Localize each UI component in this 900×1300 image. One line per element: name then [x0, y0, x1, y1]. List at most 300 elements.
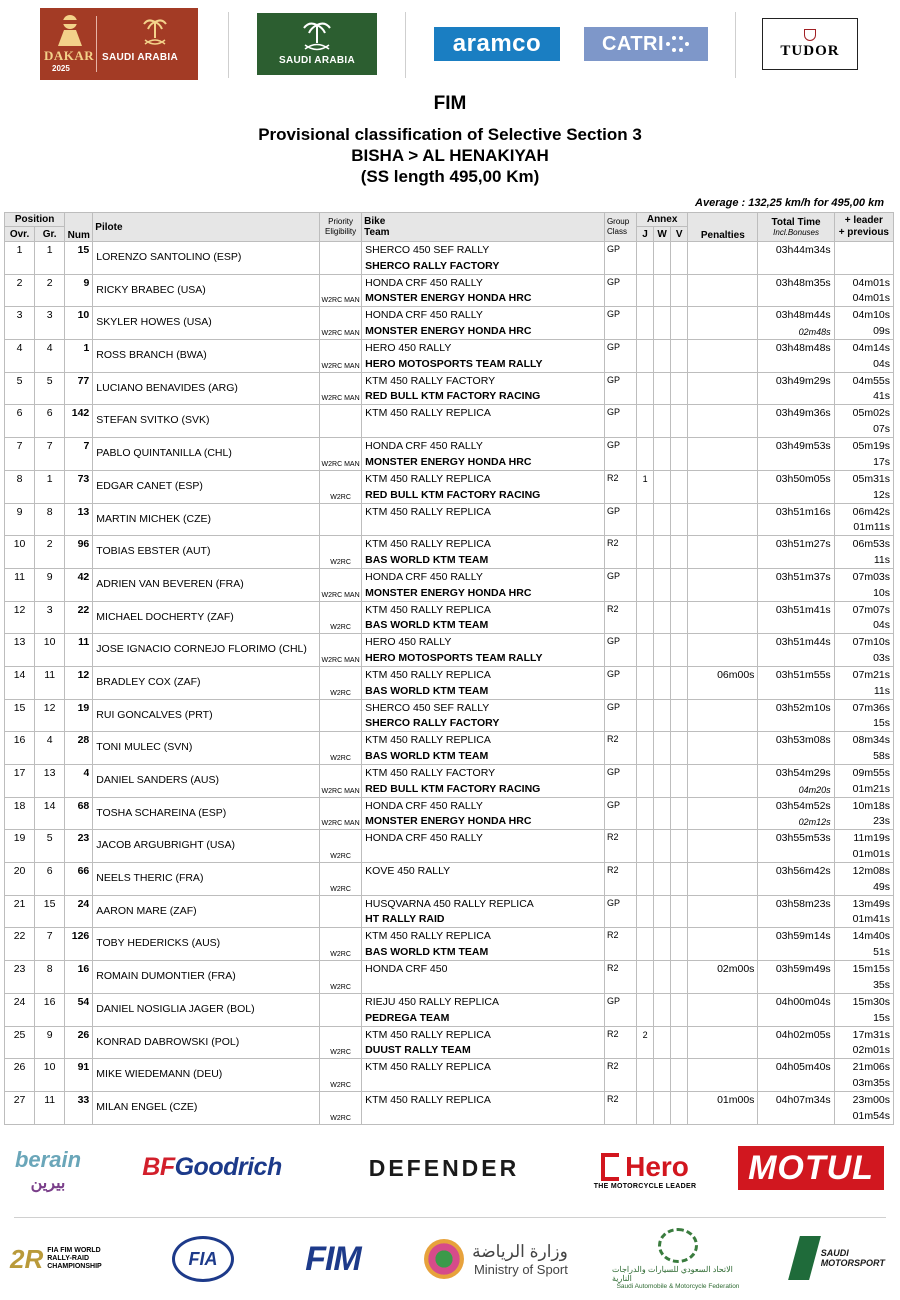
ovr-value: 16: [13, 734, 26, 747]
penalties-cell: [688, 601, 758, 634]
bike-team-cell: [362, 961, 605, 994]
annex-j-cell: [637, 1091, 654, 1124]
gap-cell: [834, 601, 893, 634]
gap-cell: [834, 1026, 893, 1059]
bike-value: KTM 450 RALLY REPLICA: [365, 538, 491, 551]
total-time-cell: [758, 797, 834, 830]
priority-value: W2RC: [330, 755, 351, 762]
penalties-cell: [688, 470, 758, 503]
pilote-cell: [93, 1026, 320, 1059]
group-value: GP: [606, 505, 620, 516]
priority-value: W2RC MAN: [321, 395, 360, 403]
gap-leader-value: 13m49s: [852, 897, 890, 910]
ovr-cell: [5, 699, 35, 732]
priority-value: W2RC MAN: [321, 591, 360, 599]
pilote-value: STEFAN SVITKO (SVK): [96, 414, 210, 427]
ovr-value: 4: [16, 342, 23, 355]
total-time-value: 03h56m42s: [775, 865, 831, 878]
gap-cell: [834, 568, 893, 601]
penalties-cell: [688, 438, 758, 471]
priority-cell: [320, 895, 362, 928]
group-cell: [604, 372, 636, 405]
annex-j-cell: [637, 634, 654, 667]
num-value: 33: [77, 1093, 90, 1106]
berain-arabic-label: بيرين: [30, 1175, 66, 1192]
gr-value: 4: [46, 734, 53, 747]
bike-value: KOVE 450 RALLY: [365, 865, 451, 878]
bike-value: HONDA CRF 450 RALLY: [365, 276, 483, 289]
annex-w-cell: [654, 503, 671, 536]
penalties-cell: [688, 993, 758, 1026]
gr-cell: [35, 307, 65, 340]
annex-v-cell: [671, 503, 688, 536]
bike-team-cell: [362, 765, 605, 798]
ovr-cell: [5, 765, 35, 798]
ovr-value: 17: [13, 767, 26, 779]
ovr-cell: [5, 503, 35, 536]
priority-cell: [320, 830, 362, 863]
priority-cell: [320, 568, 362, 601]
gap-previous-value: 03s: [873, 651, 890, 664]
annex-w-header: W: [654, 227, 671, 242]
group-cell: [604, 1091, 636, 1124]
gap-leader-value: 05m31s: [852, 472, 890, 485]
gap-cell: [834, 699, 893, 732]
num-cell: [65, 961, 93, 994]
annex-j-cell: [637, 438, 654, 471]
berain-logo: [8, 1134, 88, 1206]
table-row: [5, 1091, 894, 1124]
num-value: 19: [77, 701, 90, 714]
total-time-value: 03h52m10s: [775, 701, 831, 714]
gap-previous-value: 07s: [873, 423, 890, 436]
priority-cell: [320, 797, 362, 830]
gr-cell: [35, 568, 65, 601]
group-value: R2: [606, 734, 619, 745]
gap-leader-value: 07m21s: [852, 668, 890, 681]
group-value: GP: [606, 440, 620, 451]
team-value: MONSTER ENERGY HONDA HRC: [365, 325, 532, 338]
annex-j-cell: [637, 1059, 654, 1092]
group-cell: [604, 536, 636, 569]
team-value: PEDREGA TEAM: [365, 1011, 450, 1024]
tudor-logo: [762, 18, 858, 70]
annex-w-cell: [654, 961, 671, 994]
priority-value: W2RC MAN: [321, 460, 360, 468]
palm-swords-icon: [142, 16, 168, 48]
annex-v-cell: [671, 765, 688, 798]
annex-j-cell: [637, 666, 654, 699]
gap-previous-value: 17s: [873, 455, 890, 468]
group-label: Group: [606, 217, 630, 226]
bike-team-cell: [362, 797, 605, 830]
hero-logo: [590, 1142, 700, 1198]
gr-cell: [35, 895, 65, 928]
team-value: MONSTER ENERGY HONDA HRC: [365, 815, 532, 828]
num-cell: [65, 503, 93, 536]
total-time-cell: [758, 274, 834, 307]
footer-divider: [14, 1217, 886, 1218]
annex-w-cell: [654, 438, 671, 471]
pilote-value: ROSS BRANCH (BWA): [96, 349, 207, 362]
priority-value: W2RC: [330, 853, 351, 861]
bike-value: HONDA CRF 450 RALLY: [365, 799, 483, 812]
gap-previous-value: 51s: [873, 946, 890, 959]
logo-divider: [228, 12, 229, 78]
pilote-value: JACOB ARGUBRIGHT (USA): [96, 839, 235, 852]
pilote-cell: [93, 372, 320, 405]
bike-value: HONDA CRF 450 RALLY: [365, 832, 483, 845]
num-cell: [65, 568, 93, 601]
gap-leader-value: 08m34s: [852, 734, 890, 747]
gr-cell: [35, 765, 65, 798]
group-value: GP: [606, 636, 620, 647]
annex-j-cell: [637, 797, 654, 830]
table-row: [5, 961, 894, 994]
plus-previous-label: + previous: [838, 227, 889, 238]
group-value: GP: [606, 668, 620, 679]
group-cell: [604, 568, 636, 601]
ovr-cell: [5, 634, 35, 667]
group-value: GP: [606, 342, 620, 353]
header-logo-bar: [0, 8, 900, 82]
ovr-value: 19: [13, 832, 26, 845]
num-cell: [65, 405, 93, 438]
bike-team-cell: [362, 340, 605, 373]
table-row: [5, 568, 894, 601]
ovr-cell: [5, 863, 35, 896]
ovr-cell: [5, 438, 35, 471]
gr-value: 1: [46, 472, 53, 485]
bike-team-header: [362, 213, 605, 242]
gr-value: 5: [46, 374, 53, 387]
penalties-cell: [688, 863, 758, 896]
table-row: [5, 242, 894, 275]
total-time-cell: [758, 372, 834, 405]
gap-previous-value: 09s: [873, 325, 890, 338]
group-cell: [604, 1026, 636, 1059]
gr-value: 10: [43, 636, 56, 649]
bike-team-cell: [362, 732, 605, 765]
num-cell: [65, 732, 93, 765]
gr-value: 10: [43, 1061, 56, 1074]
bike-value: HONDA CRF 450: [365, 963, 448, 976]
bike-label: Bike: [364, 216, 386, 227]
pilote-value: TOBY HEDERICKS (AUS): [96, 937, 221, 950]
num-value: 142: [71, 407, 90, 420]
priority-value: W2RC MAN: [321, 820, 360, 828]
bike-value: KTM 450 RALLY REPLICA: [365, 1093, 491, 1106]
bike-value: KTM 450 RALLY REPLICA: [365, 407, 491, 420]
annex-v-cell: [671, 1026, 688, 1059]
penalties-cell: [688, 1091, 758, 1124]
num-cell: [65, 1091, 93, 1124]
classification-table: [4, 212, 894, 1125]
pilote-value: LUCIANO BENAVIDES (ARG): [96, 381, 238, 394]
annex-j-cell: [637, 863, 654, 896]
average-speed: Average : 132,25 km/h for 495,00 km: [695, 197, 884, 209]
pilote-cell: [93, 503, 320, 536]
bike-team-cell: [362, 1059, 605, 1092]
num-cell: [65, 372, 93, 405]
bike-team-cell: [362, 830, 605, 863]
table-row: [5, 928, 894, 961]
gap-leader-value: 15m15s: [852, 963, 890, 976]
total-time-value: 03h51m27s: [775, 538, 831, 551]
ovr-value: 15: [13, 701, 26, 714]
penalties-cell: [688, 699, 758, 732]
gr-value: 2: [46, 276, 53, 289]
team-value: DUUST RALLY TEAM: [365, 1044, 471, 1057]
bike-value: HERO 450 RALLY: [365, 636, 452, 649]
penalties-value: 06m00s: [717, 668, 755, 681]
total-time-cell: [758, 242, 834, 275]
pilote-value: JOSE IGNACIO CORNEJO FLORIMO (CHL): [96, 643, 307, 656]
ovr-value: 24: [13, 995, 26, 1008]
annex-w-cell: [654, 666, 671, 699]
ministry-flower-icon: [424, 1239, 464, 1279]
annex-v-cell: [671, 536, 688, 569]
bike-value: KTM 450 RALLY REPLICA: [365, 603, 491, 616]
pilote-cell: [93, 993, 320, 1026]
ministry-arabic-label: وزارة الرياضة: [472, 1241, 568, 1261]
num-cell: [65, 307, 93, 340]
team-value: RED BULL KTM FACTORY RACING: [365, 488, 541, 501]
total-time-value: 03h48m44s: [775, 309, 831, 322]
saudi-motorsport-mark-icon: [788, 1236, 820, 1280]
priority-cell: [320, 961, 362, 994]
num-value: 91: [77, 1061, 90, 1074]
gr-value: 6: [46, 865, 53, 878]
gap-cell: [834, 307, 893, 340]
group-value: R2: [606, 538, 619, 549]
priority-value: W2RC: [330, 558, 351, 566]
ovr-cell: [5, 830, 35, 863]
catrion-label: CATRI: [601, 32, 665, 55]
bike-value: SHERCO 450 SEF RALLY: [365, 701, 490, 714]
pilote-value: DANIEL SANDERS (AUS): [96, 774, 219, 786]
annex-v-cell: [671, 340, 688, 373]
total-time-value: 03h55m53s: [775, 832, 831, 845]
gr-header: Gr.: [35, 227, 65, 242]
total-time-value: 03h51m16s: [775, 505, 831, 518]
bike-team-cell: [362, 928, 605, 961]
bike-value: KTM 450 RALLY REPLICA: [365, 668, 491, 681]
priority-cell: [320, 928, 362, 961]
annex-j-cell: [637, 993, 654, 1026]
ovr-value: 2: [16, 276, 23, 289]
num-value: 68: [77, 799, 90, 812]
bike-team-cell: [362, 601, 605, 634]
bike-team-cell: [362, 863, 605, 896]
fia-logo: FIA: [172, 1236, 234, 1282]
hero-label: Hero: [625, 1150, 689, 1182]
pilote-cell: [93, 601, 320, 634]
total-time-cell: [758, 1059, 834, 1092]
pilote-cell: [93, 634, 320, 667]
gap-cell: [834, 863, 893, 896]
penalties-cell: [688, 340, 758, 373]
bike-value: KTM 450 RALLY REPLICA: [365, 505, 491, 518]
annex-w-cell: [654, 274, 671, 307]
pilote-cell: [93, 895, 320, 928]
gap-leader-value: 06m53s: [852, 538, 890, 551]
hero-mark-icon: [601, 1153, 619, 1181]
table-row: [5, 503, 894, 536]
annex-w-cell: [654, 830, 671, 863]
total-time-cell: [758, 601, 834, 634]
pilote-cell: [93, 928, 320, 961]
priority-label: Priority: [328, 217, 354, 226]
pilote-cell: [93, 666, 320, 699]
berain-label: berain: [14, 1147, 82, 1172]
annex-v-cell: [671, 438, 688, 471]
ovr-value: 7: [16, 440, 23, 453]
ovr-cell: [5, 470, 35, 503]
gap-leader-value: 15m30s: [852, 995, 890, 1008]
gap-cell: [834, 830, 893, 863]
gap-cell: [834, 895, 893, 928]
annex-v-cell: [671, 928, 688, 961]
samf-english-label: Saudi Automobile & Motorcycle Federation: [616, 1283, 740, 1290]
ministry-english-label: Ministry of Sport: [473, 1261, 568, 1277]
pilote-value: EDGAR CANET (ESP): [96, 479, 203, 492]
gr-value: 3: [46, 603, 53, 616]
gap-previous-value: 11s: [873, 553, 890, 566]
gap-cell: [834, 405, 893, 438]
table-row: [5, 536, 894, 569]
num-cell: [65, 340, 93, 373]
annex-j-cell: [637, 503, 654, 536]
annex-w-cell: [654, 634, 671, 667]
ovr-cell: [5, 895, 35, 928]
annex-w-cell: [654, 340, 671, 373]
annex-v-cell: [671, 470, 688, 503]
num-value: 96: [77, 538, 90, 551]
ovr-cell: [5, 732, 35, 765]
ovr-value: 11: [14, 570, 25, 583]
group-value: GP: [606, 799, 620, 810]
catrion-logo: [584, 27, 708, 61]
gr-value: 2: [46, 538, 53, 551]
total-time-label: Total Time: [771, 217, 821, 228]
annex-w-cell: [654, 863, 671, 896]
gap-previous-value: 11s: [873, 684, 890, 697]
annex-w-cell: [654, 1091, 671, 1124]
pilote-value: MARTIN MICHEK (CZE): [96, 512, 212, 525]
sponsor-bar: [0, 1130, 900, 1210]
team-value: BAS WORLD KTM TEAM: [365, 619, 489, 632]
priority-cell: [320, 699, 362, 732]
ovr-value: 14: [13, 668, 26, 681]
gap-cell: [834, 242, 893, 275]
gap-leader-value: 11m19s: [853, 832, 890, 845]
priority-value: W2RC: [330, 493, 351, 501]
table-row: [5, 732, 894, 765]
total-time-value: 03h58m23s: [775, 897, 831, 910]
gap-previous-value: 01m01s: [852, 848, 890, 861]
gr-cell: [35, 863, 65, 896]
annex-v-cell: [671, 601, 688, 634]
annex-j-cell: [637, 928, 654, 961]
gr-value: 16: [43, 995, 56, 1008]
group-cell: [604, 1059, 636, 1092]
palm-swords-icon: [301, 19, 333, 53]
penalties-cell: [688, 634, 758, 667]
total-time-cell: [758, 536, 834, 569]
total-time-value: 03h49m29s: [775, 374, 831, 387]
bike-team-cell: [362, 307, 605, 340]
ovr-cell: [5, 1059, 35, 1092]
priority-cell: [320, 993, 362, 1026]
bike-team-cell: [362, 536, 605, 569]
group-cell: [604, 993, 636, 1026]
priority-value: W2RC MAN: [321, 656, 360, 664]
gap-leader-value: 17m31s: [852, 1028, 890, 1041]
ovr-value: 9: [16, 505, 23, 518]
penalties-cell: [688, 928, 758, 961]
annex-j-cell: [637, 568, 654, 601]
pilote-value: ADRIEN VAN BEVEREN (FRA): [96, 577, 244, 590]
team-value: BAS WORLD KTM TEAM: [365, 553, 489, 566]
bike-team-cell: [362, 666, 605, 699]
group-value: R2: [606, 832, 619, 843]
annex-w-cell: [654, 568, 671, 601]
pilote-cell: [93, 961, 320, 994]
total-time-cell: [758, 765, 834, 798]
annex-w-cell: [654, 765, 671, 798]
total-time-value: 03h48m48s: [775, 342, 831, 355]
gr-cell: [35, 666, 65, 699]
annex-j-cell: [637, 340, 654, 373]
num-cell: [65, 536, 93, 569]
num-cell: [65, 274, 93, 307]
pilote-cell: [93, 438, 320, 471]
gap-previous-value: 01m11s: [853, 521, 890, 534]
gr-value: 9: [46, 1028, 53, 1041]
priority-value: W2RC: [330, 951, 351, 959]
dakar-divider: [96, 16, 97, 72]
priority-cell: [320, 242, 362, 275]
hero-mark-row: [601, 1151, 689, 1183]
annex-j-cell: [637, 732, 654, 765]
gr-cell: [35, 470, 65, 503]
annex-w-cell: [654, 928, 671, 961]
num-value: 10: [77, 309, 90, 322]
num-cell: [65, 863, 93, 896]
group-cell: [604, 895, 636, 928]
group-class-header: [604, 213, 636, 242]
team-value: MONSTER ENERGY HONDA HRC: [365, 292, 532, 305]
team-value: RED BULL KTM FACTORY RACING: [365, 390, 541, 403]
total-time-value: 03h51m41s: [775, 603, 831, 616]
annex-v-cell: [671, 961, 688, 994]
penalties-cell: [688, 765, 758, 798]
total-time-cell: [758, 993, 834, 1026]
total-time-value: 03h49m53s: [775, 440, 831, 453]
gr-value: 1: [46, 244, 53, 256]
bike-team-cell: [362, 438, 605, 471]
group-cell: [604, 961, 636, 994]
pilote-value: TONI MULEC (SVN): [96, 741, 193, 754]
penalties-cell: [688, 274, 758, 307]
team-value: MONSTER ENERGY HONDA HRC: [365, 586, 532, 599]
annex-j-header: J: [637, 227, 654, 242]
gr-value: 8: [46, 505, 53, 518]
pilote-value: MIKE WIEDEMANN (DEU): [96, 1068, 223, 1081]
gap-previous-value: 01m54s: [852, 1109, 890, 1122]
ovr-value: 18: [13, 799, 26, 812]
